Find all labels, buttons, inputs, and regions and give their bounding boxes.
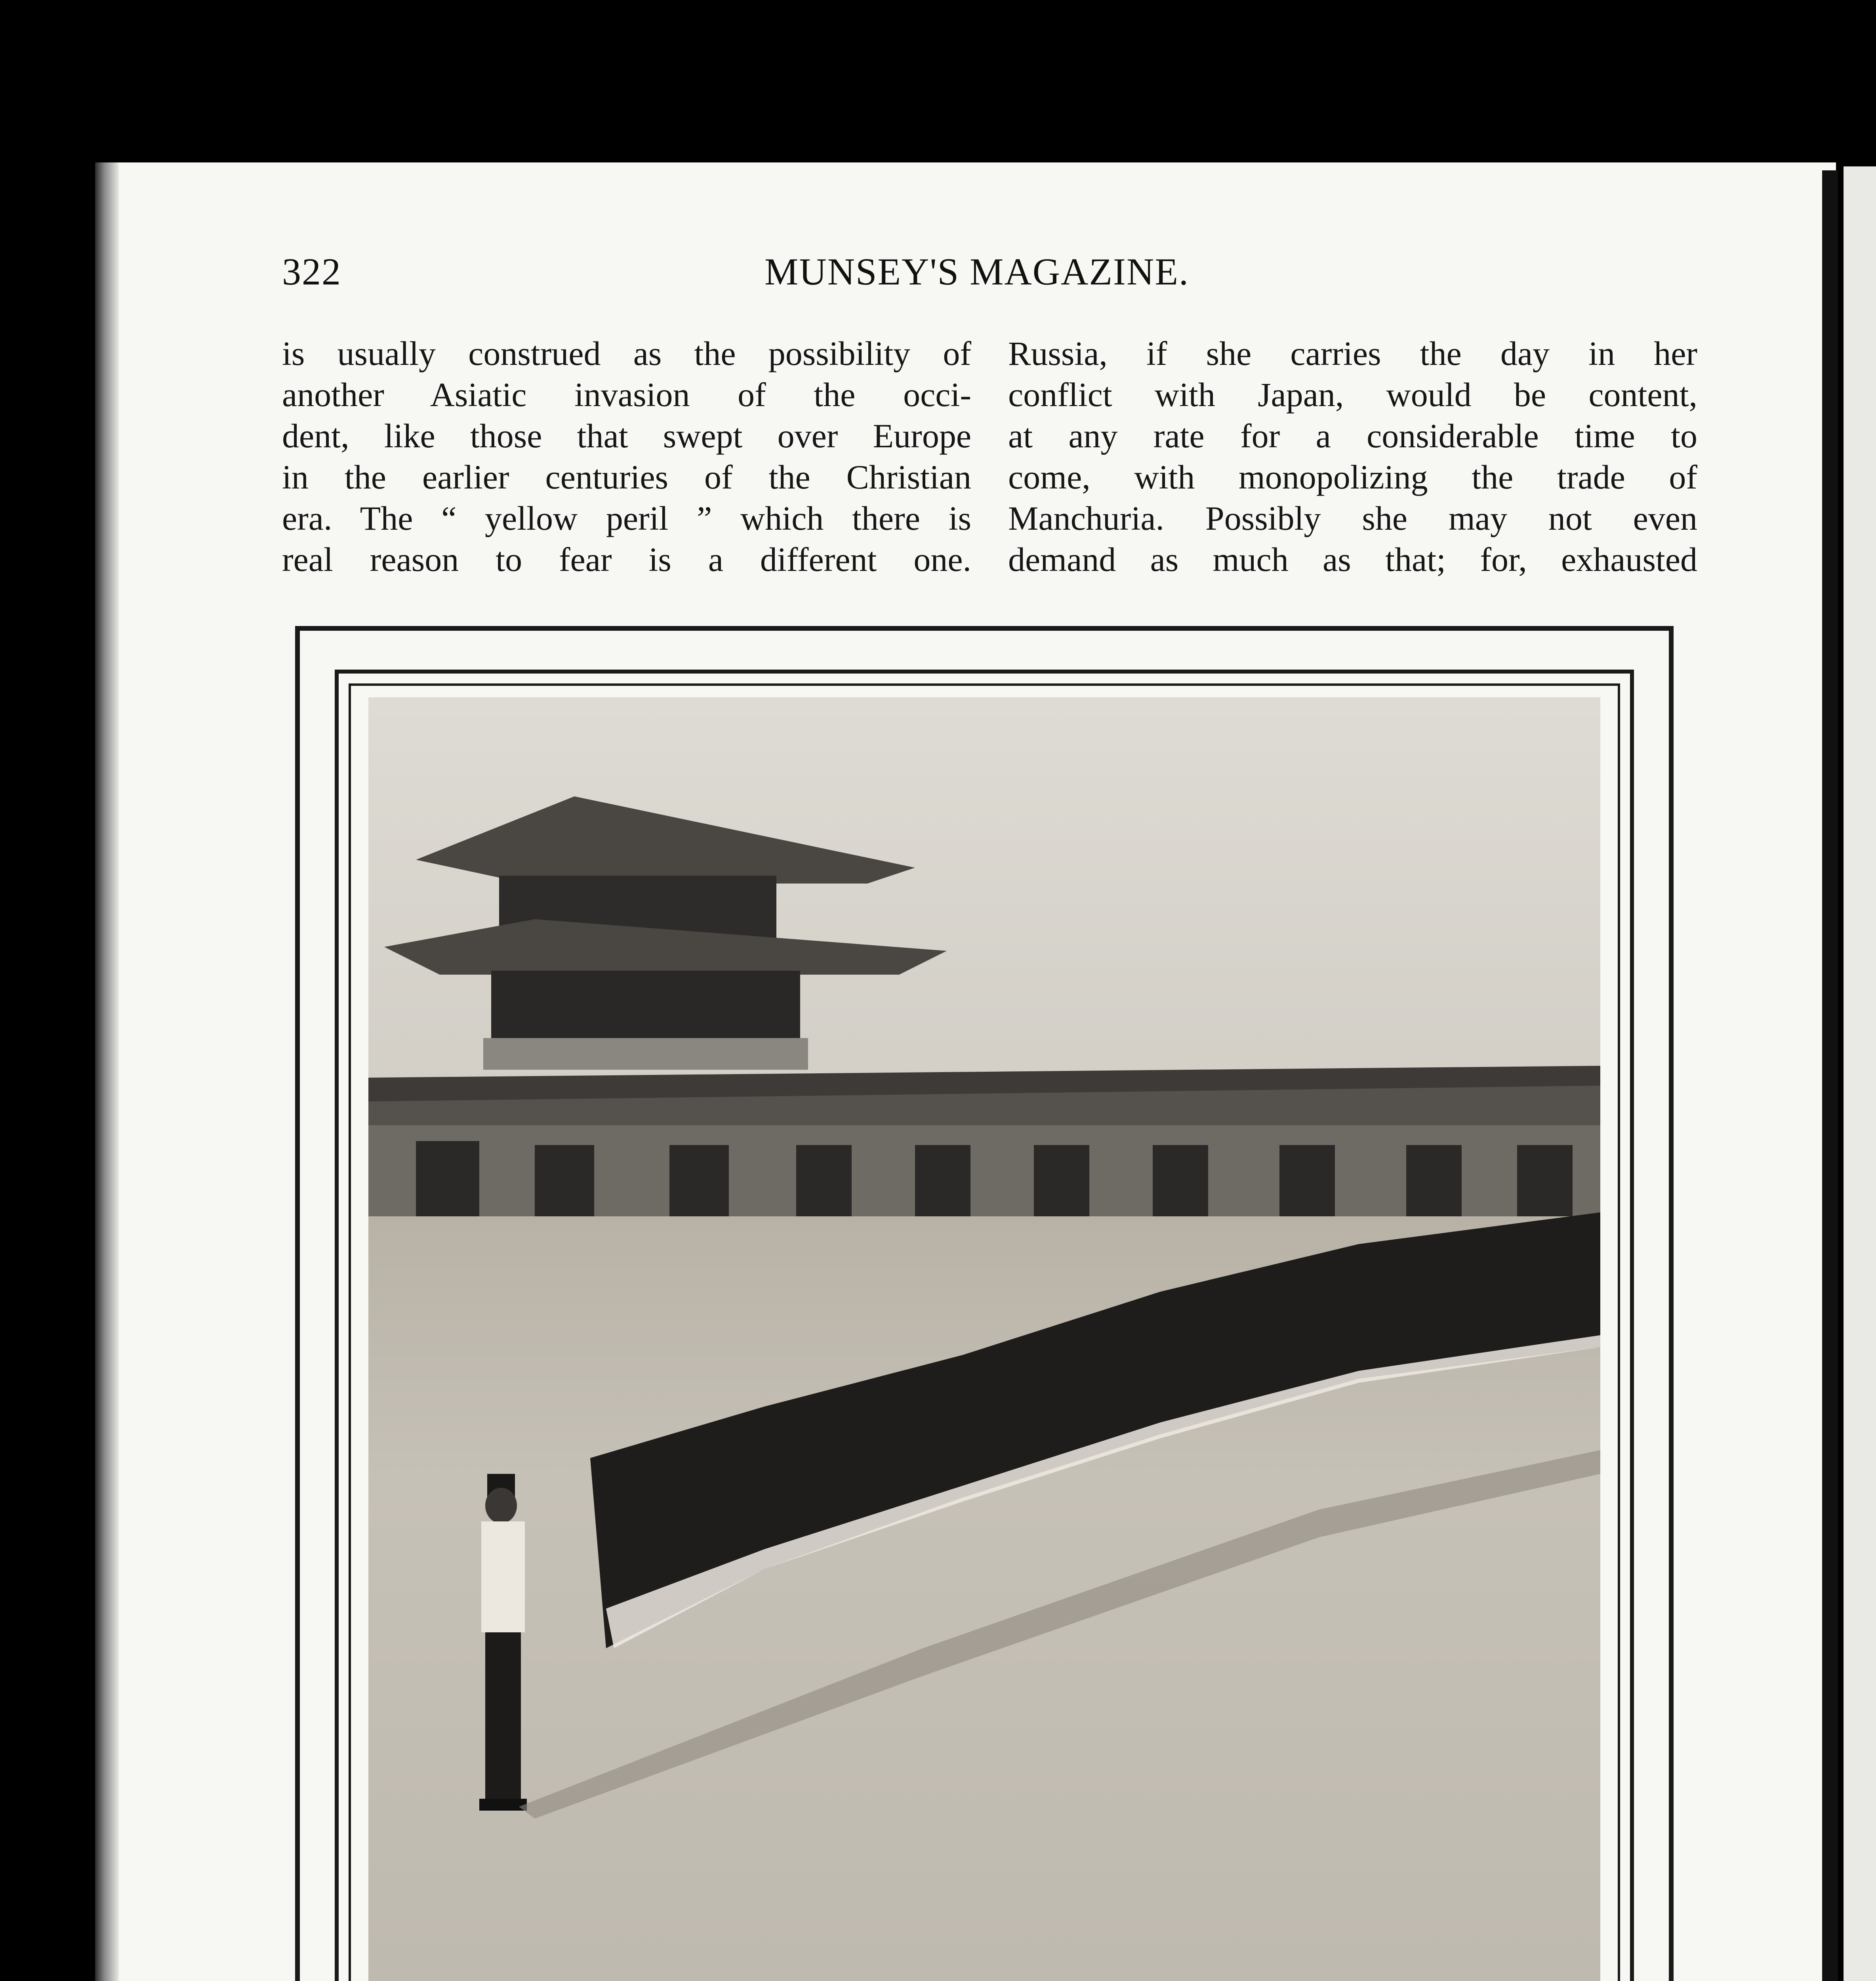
text-line: dent, like those that swept over Europe: [282, 417, 971, 455]
page-edge-shadow: [1822, 170, 1838, 1981]
text-column-top-right: [1008, 333, 1697, 580]
next-page-edge: [1838, 166, 1876, 1981]
running-head-title: MUNSEY'S MAGAZINE.: [765, 250, 1189, 293]
long-hall-building: [368, 1066, 1600, 1216]
text-column-top-left: [282, 333, 971, 580]
page-number: 322: [282, 250, 341, 293]
text-line: at any rate for a considerable time to: [1008, 417, 1697, 455]
page-gutter-shadow: [95, 162, 119, 1981]
text-line: is usually construed as the possibility of: [282, 334, 971, 372]
halftone-photograph: [368, 697, 1600, 1981]
text-line: in the earlier centuries of the Christian: [282, 458, 971, 496]
text-line: conflict with Japan, would be content,: [1008, 376, 1697, 414]
officer-figure: [479, 1474, 527, 1811]
text-line: Manchuria. Possibly she may not even: [1008, 499, 1697, 537]
text-line: real reason to fear is a different one.: [282, 540, 971, 578]
text-line: era. The “ yellow peril ” which there is: [282, 499, 971, 537]
text-line: come, with monopolizing the trade of: [1008, 458, 1697, 496]
text-line: demand as much as that; for, exhausted: [1008, 540, 1697, 578]
text-line: another Asiatic invasion of the occi-: [282, 376, 971, 414]
text-line: Russia, if she carries the day in her: [1008, 334, 1697, 372]
